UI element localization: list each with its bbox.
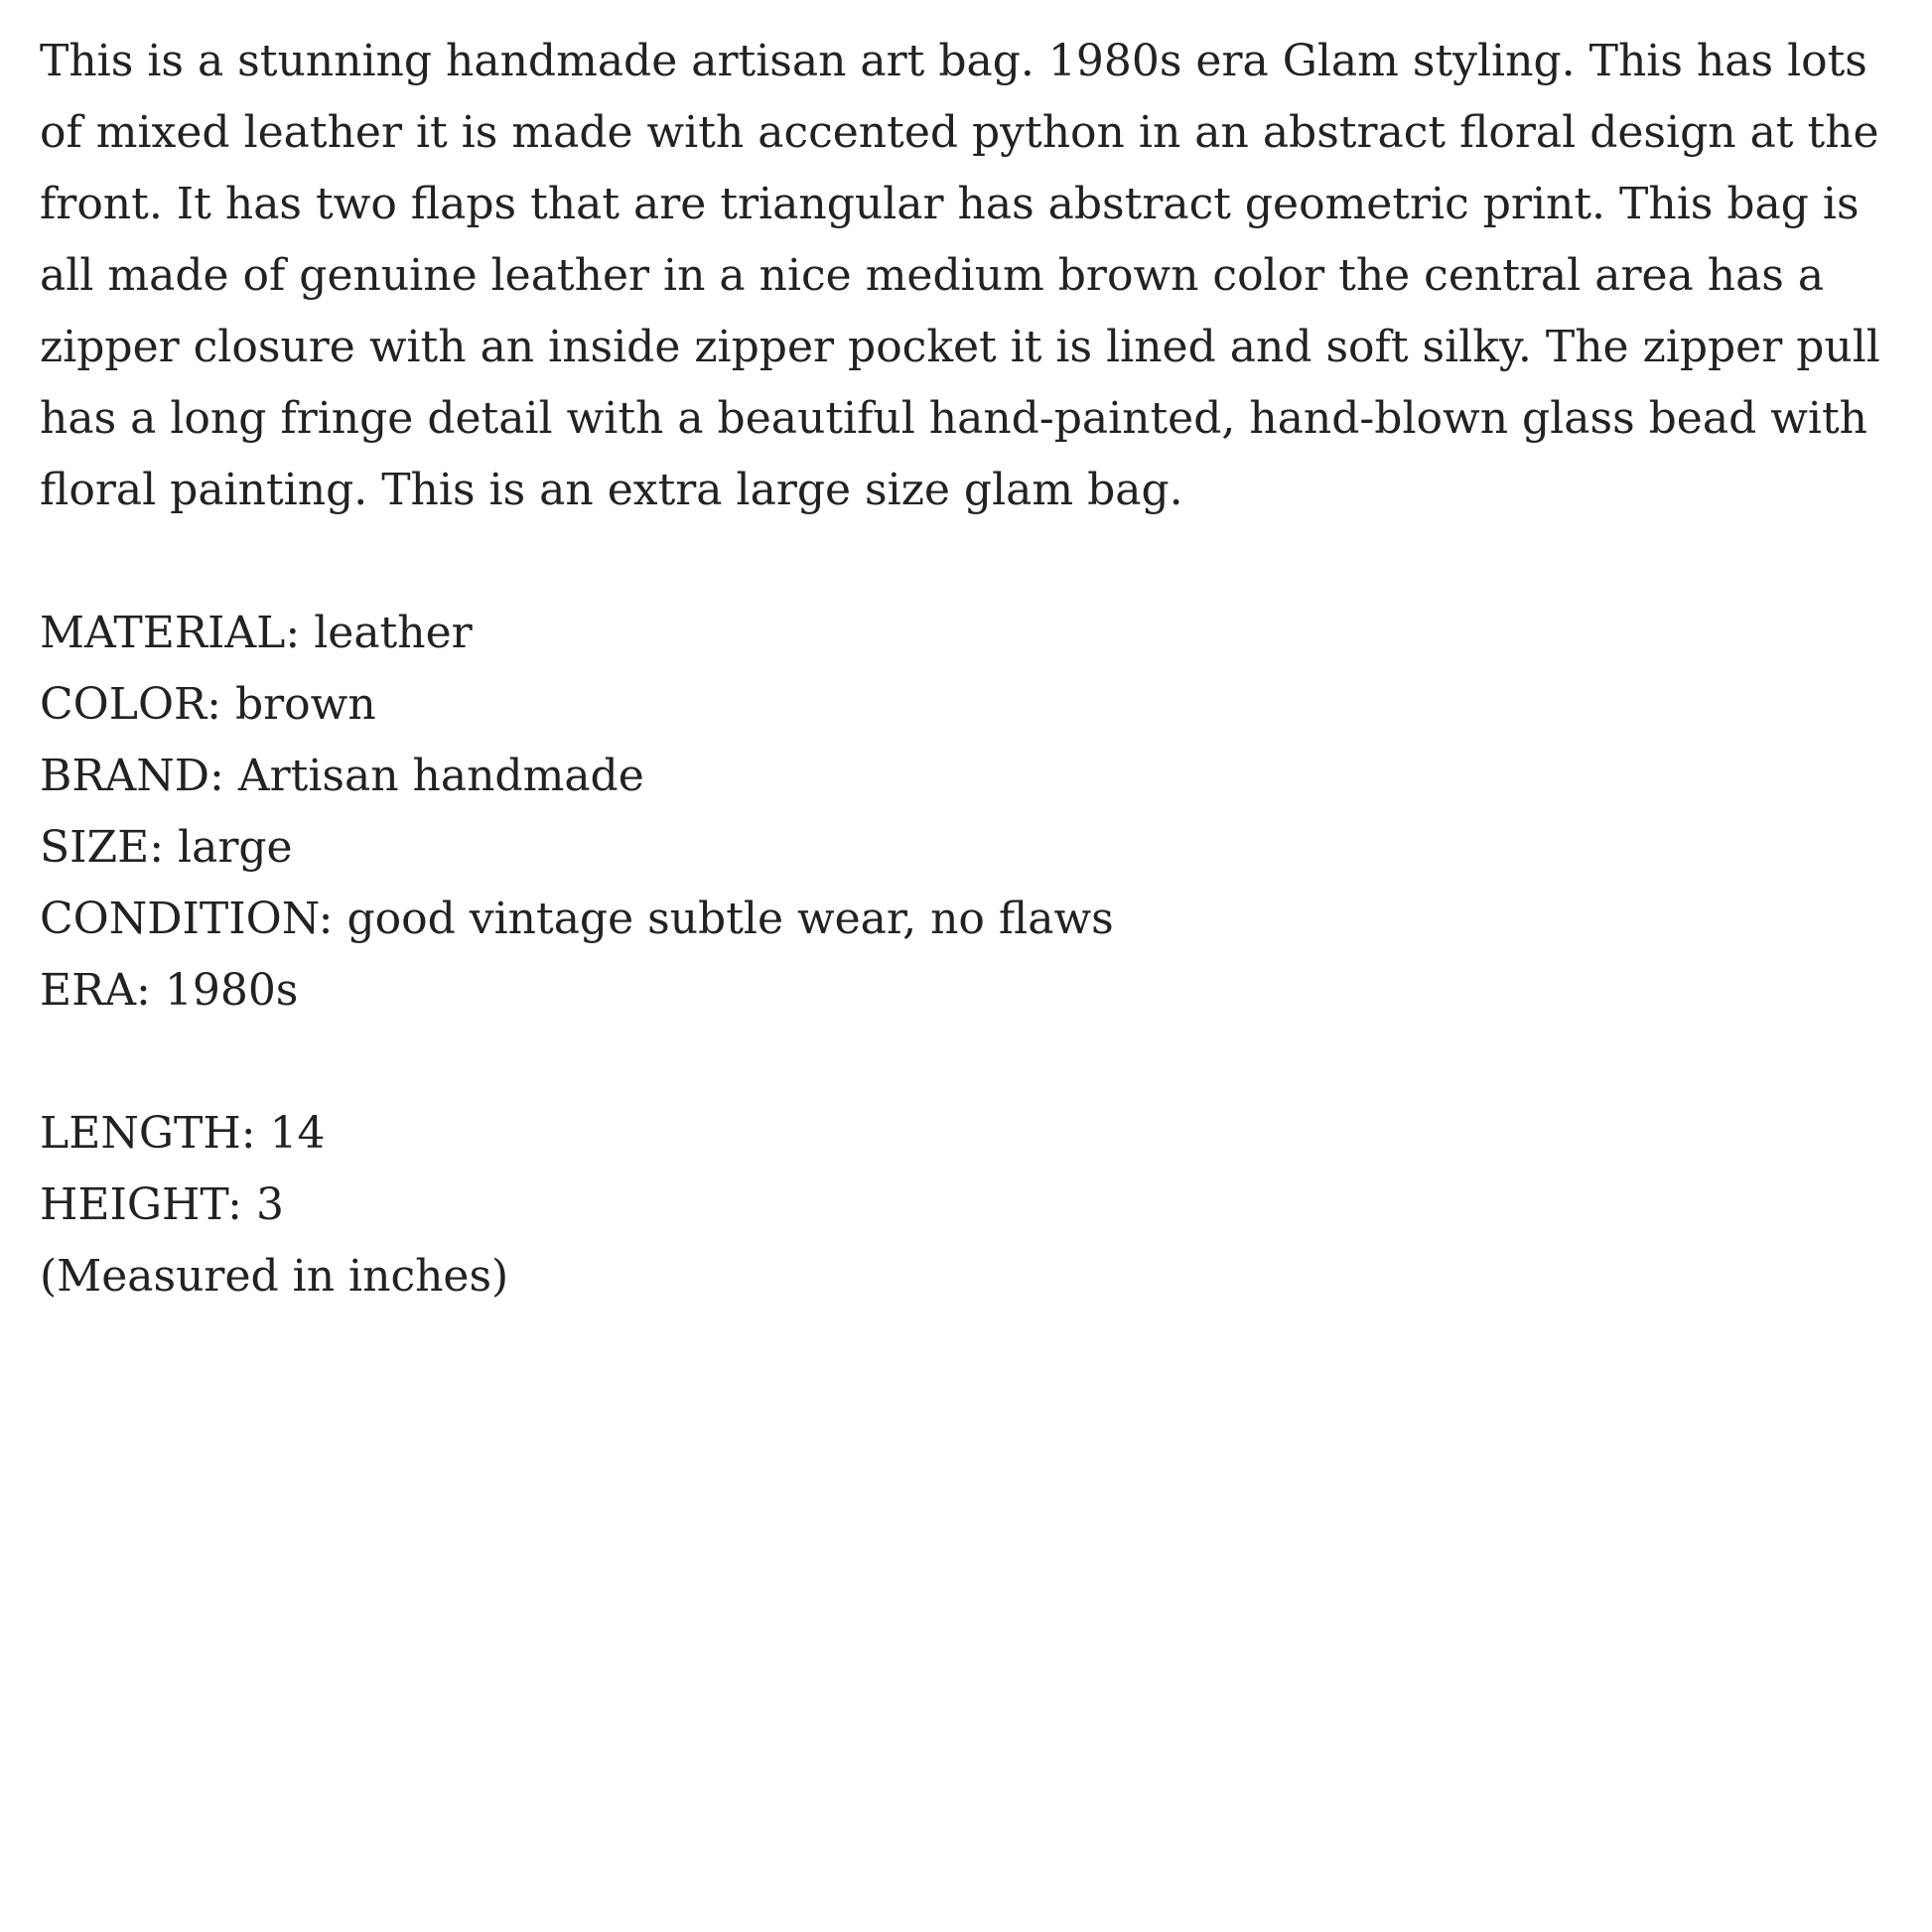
measurements-list	[40, 1098, 1906, 1312]
material-detail: MATERIAL: leather	[40, 608, 473, 658]
description-paragraph: This is a stunning handmade artisan art bag. 1980s era Glam styling. This has lots of mixed leather it is made with accented python in an abstract floral design at the front. It has two flaps that are triangular has abstract geometric print. This bag is all made of genuine leather in a nice medium brown color the central area has a zipper closure with an inside zipper pocket it is lined and soft silky. The zipper pull has a long fringe detail with a beautiful hand-painted, hand-blown glass bead with floral painting. This is an extra large size glam bag.	[40, 36, 1880, 515]
length-measurement: LENGTH: 14	[40, 1108, 326, 1159]
condition-detail: CONDITION: good vintage subtle wear, no flaws	[40, 894, 1114, 944]
listing-description	[40, 26, 1906, 1312]
color-detail: COLOR: brown	[40, 679, 376, 730]
era-detail: ERA: 1980s	[40, 965, 299, 1016]
spacer	[40, 526, 1906, 598]
height-measurement: HEIGHT: 3	[40, 1179, 284, 1230]
brand-detail: BRAND: Artisan handmade	[40, 751, 644, 801]
measurement-unit-note: (Measured in inches)	[40, 1251, 509, 1302]
details-list	[40, 598, 1906, 1027]
size-detail: SIZE: large	[40, 822, 293, 873]
spacer	[40, 1027, 1906, 1098]
